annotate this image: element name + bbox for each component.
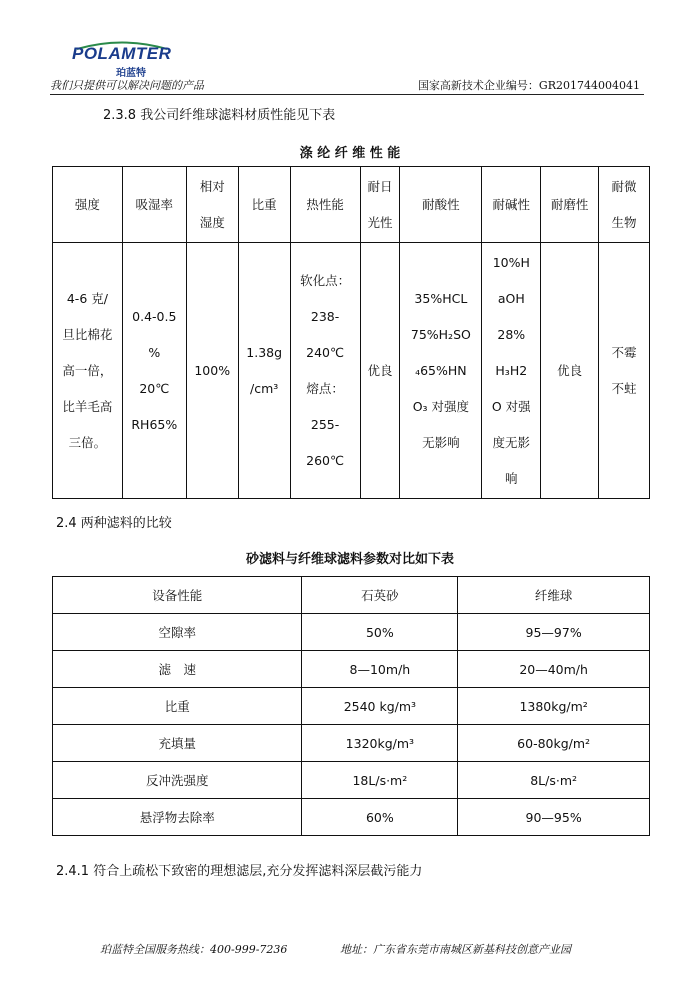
table2-cell-line: 悬浮物去除率 (139, 810, 215, 825)
table2-cell (302, 651, 458, 688)
table1-data-cell-line: 软化点： (300, 272, 351, 288)
header-slogan: 我们只提供可以解决问题的产品 (50, 79, 204, 92)
table1-data-cell-line: /cm³ (250, 380, 279, 396)
table2-cell-line: 反冲洗强度 (145, 773, 209, 788)
table-row (53, 725, 650, 762)
filter-comparison-table (52, 576, 650, 836)
table1-data-cell (290, 243, 360, 499)
table2-cell (53, 651, 302, 688)
table2-header-cell-line: 设备性能 (152, 588, 203, 603)
table2-cell-line: 2540 kg/m³ (343, 698, 417, 714)
table1-data-cell-line: 三倍。 (68, 434, 107, 450)
table2-cell (302, 762, 458, 799)
table2-header-cell (53, 577, 302, 614)
table1-data-cell-line: aOH (497, 290, 525, 306)
table-row (53, 799, 650, 836)
table1-header-cell (360, 167, 400, 243)
table2-cell (458, 799, 650, 836)
table1-data-cell (599, 243, 650, 499)
table2-cell-line: 95—97% (525, 624, 582, 640)
table1-data-cell-line: 28% (497, 326, 526, 342)
table1-header-cell-line: 耐日 (367, 178, 393, 194)
table1-data-cell-line: 度无影 (492, 434, 531, 450)
footer-address: 地址：广东省东莞市南城区新基科技创意产业园 (340, 943, 571, 956)
table1-data-cell-line: % (148, 344, 161, 360)
header-divider (50, 94, 644, 95)
table-row (53, 688, 650, 725)
table1-header-cell (482, 167, 541, 243)
table2-cell (302, 725, 458, 762)
table1-data-cell-line: 熔点： (306, 380, 344, 396)
table1-header-cell-line: 比重 (251, 196, 277, 212)
table1-header-cell-line: 光性 (367, 214, 393, 230)
table1-data-cell-line: 1.38g (246, 344, 283, 360)
table1-header-cell-line: 湿度 (199, 214, 225, 230)
table2-header-cell-line: 纤维球 (534, 588, 573, 603)
table2-cell-line: 8L/s·m² (530, 772, 578, 788)
table1-data-cell-line: 260℃ (306, 452, 345, 468)
table2-cell-line: 20—40m/h (519, 661, 588, 677)
table1-data-cell-line: H₃H2 (495, 362, 528, 378)
section-2-4-heading: 2.4 两种滤料的比较 (56, 516, 172, 531)
table2-cell (458, 651, 650, 688)
table1-data-cell-line: 无影响 (422, 434, 460, 450)
table1-header-cell-line: 热性能 (306, 196, 344, 212)
table2-cell-line: 60% (365, 809, 394, 825)
table1-header-cell-line: 生物 (611, 214, 637, 230)
table1-data-cell-line: O₃ 对强度 (412, 398, 470, 414)
table2-title: 砂滤料与纤维球滤料参数对比如下表 (245, 552, 454, 567)
table1-data-cell-line: 0.4-0.5 (132, 308, 177, 324)
table2-cell (458, 688, 650, 725)
table-row (53, 762, 650, 799)
table2-cell (53, 725, 302, 762)
table1-data-cell-line: 10%H (492, 254, 530, 270)
table1-data-cell-line: 优良 (557, 362, 583, 378)
table2-header-cell (302, 577, 458, 614)
table1-header-cell-line: 吸湿率 (135, 196, 174, 212)
logo-text: POLAMTER (72, 44, 172, 63)
table1-data-cell-line: 比羊毛高 (62, 398, 113, 414)
table1-data-cell-line: 255- (310, 416, 340, 432)
table1-header-cell-line: 强度 (74, 196, 100, 212)
table1-data-cell-line: 旦比棉花 (62, 326, 113, 342)
table1-data-cell (122, 243, 186, 499)
table1-title: 涤 纶 纤 维 性 能 (299, 146, 401, 161)
table1-header-cell (122, 167, 186, 243)
table2-cell-line: 充填量 (158, 736, 196, 751)
table2-cell (458, 614, 650, 651)
table1-data-cell-line: RH65% (131, 416, 178, 432)
table1-data-cell (238, 243, 290, 499)
table1-header-cell-line: 耐碱性 (492, 196, 531, 212)
table1-header-cell (400, 167, 482, 243)
table1-data-cell-line: 240℃ (306, 344, 345, 360)
table2-header-cell (458, 577, 650, 614)
table1-data-cell (53, 243, 123, 499)
table1-data-cell-line: 高一倍， (62, 362, 113, 378)
table1-data-cell (541, 243, 599, 499)
table1-data-cell-line: 75%H₂SO (410, 326, 471, 342)
polyester-properties-table (52, 166, 650, 499)
logo-subtext: 珀蓝特 (116, 68, 146, 79)
table2-cell-line: 60-80kg/m² (517, 735, 591, 751)
table1-data-cell (360, 243, 400, 499)
table2-cell (302, 799, 458, 836)
footer-hotline: 珀蓝特全国服务热线：400-999-7236 (100, 943, 288, 956)
table2-cell-line: 50% (365, 624, 394, 640)
table2-header-row (53, 577, 650, 614)
table1-header-cell (541, 167, 599, 243)
table1-data-cell-line: 20℃ (139, 380, 170, 396)
table2-cell (458, 762, 650, 799)
table1-data-cell-line: 不霉 (611, 344, 637, 360)
table2-cell (302, 688, 458, 725)
header-cert-number: 国家高新技术企业编号：GR201744004041 (417, 79, 640, 92)
table2-cell-line: 8—10m/h (349, 661, 411, 677)
table2-cell-line: 1320kg/m³ (345, 735, 415, 751)
table1-data-cell-line: 4-6 克/ (66, 290, 108, 306)
table1-header-cell (53, 167, 123, 243)
table1-data-cell-line: ₄65%HN (415, 362, 467, 378)
table2-cell (53, 614, 302, 651)
table1-data-cell (186, 243, 238, 499)
table1-header-cell (238, 167, 290, 243)
table2-cell (53, 799, 302, 836)
table1-data-cell-line: 不蛀 (611, 380, 637, 396)
table1-header-cell (186, 167, 238, 243)
table2-cell-line: 比重 (164, 699, 190, 714)
table1-header-cell-line: 耐磨性 (550, 196, 589, 212)
table1-header-cell (599, 167, 650, 243)
table2-cell (458, 725, 650, 762)
table1-data-cell-line: 35%HCL (414, 290, 468, 306)
table1-header-cell-line: 耐微 (611, 178, 637, 194)
table2-cell (53, 762, 302, 799)
table1-header-row (53, 167, 650, 243)
table1-data-cell-line: 响 (505, 470, 518, 486)
table1-data-cell-line: O 对强 (491, 398, 531, 414)
section-2-4-1-heading: 2.4.1 符合上疏松下致密的理想滤层,充分发挥滤料深层截污能力 (56, 864, 423, 879)
table1-data-cell-line: 238- (310, 308, 340, 324)
table2-cell-line: 90—95% (525, 809, 582, 825)
table2-cell (302, 614, 458, 651)
section-2-3-8-heading: 2.3.8 我公司纤维球滤料材质性能见下表 (103, 108, 336, 123)
table1-data-cell (400, 243, 482, 499)
table2-cell-line: 空隙率 (158, 625, 196, 640)
table2-cell-line: 18L/s·m² (352, 772, 408, 788)
company-logo (72, 40, 172, 78)
table2-cell (53, 688, 302, 725)
table1-data-cell-line: 100% (194, 362, 231, 378)
table1-header-cell-line: 耐酸性 (422, 196, 460, 212)
table1-header-cell (290, 167, 360, 243)
table2-header-cell-line: 石英砂 (361, 588, 399, 603)
table1-data-cell (482, 243, 541, 499)
table1-data-cell-line: 优良 (367, 362, 393, 378)
table1-data-row (53, 243, 650, 499)
table-row (53, 614, 650, 651)
table2-cell-line: 1380kg/m² (519, 698, 588, 714)
table2-cell-line: 滤 速 (158, 662, 196, 677)
table1-header-cell-line: 相对 (199, 178, 225, 194)
table-row (53, 651, 650, 688)
